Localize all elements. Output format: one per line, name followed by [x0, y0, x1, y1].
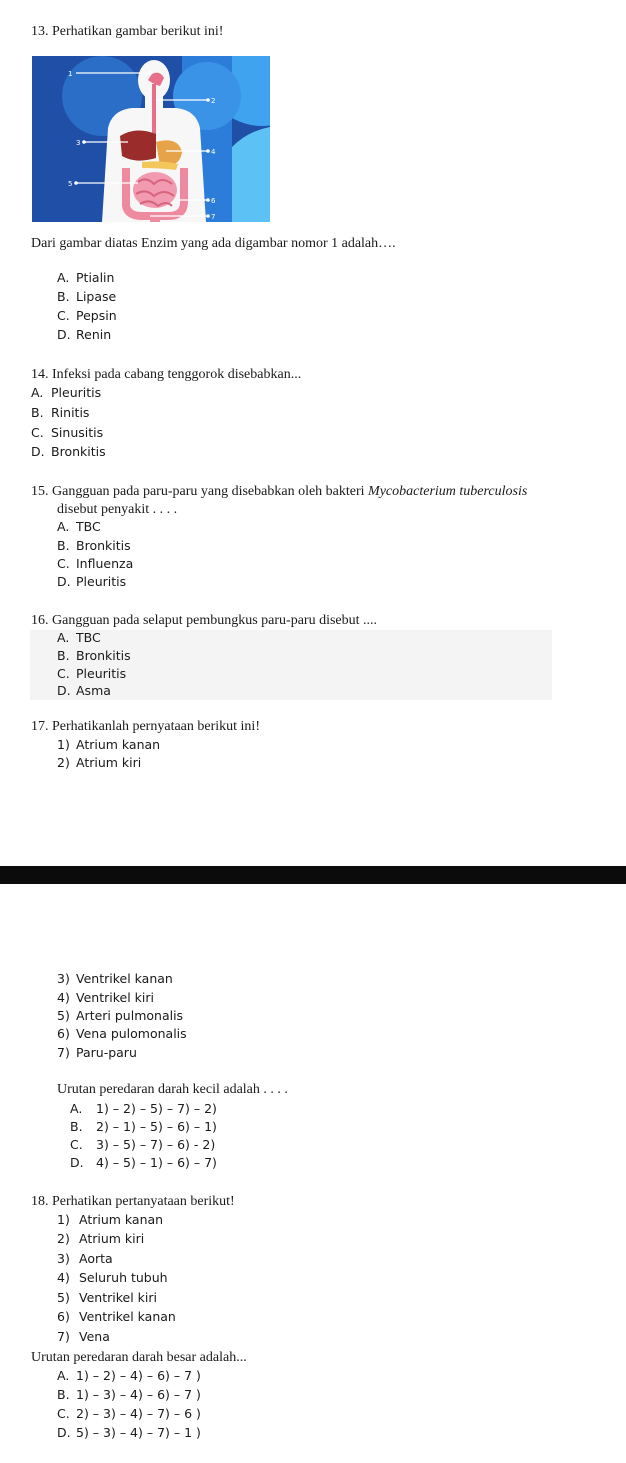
q16-option-b-letter: B. [57, 648, 70, 663]
figure-label-2: 2 [211, 97, 216, 105]
q18-item-7-num: 7) [57, 1329, 70, 1344]
q18-title: 18. Perhatikan pertanyataan berikut! [31, 1194, 235, 1209]
q17-option-b-letter: B. [70, 1119, 83, 1134]
q18-item-1-text: Atrium kanan [79, 1212, 164, 1227]
q17-item-6-num: 6) [57, 1026, 70, 1041]
q18-item-2-text: Atrium kiri [79, 1231, 145, 1246]
q17-option-b-text: 2) – 1) – 5) – 6) – 1) [96, 1119, 217, 1134]
q13-option-c-text: Pepsin [76, 308, 117, 323]
q17-option-a-text: 1) – 2) – 5) – 7) – 2) [96, 1101, 217, 1116]
q15-option-d-text: Pleuritis [76, 574, 127, 589]
q13-option-a-text: Ptialin [76, 270, 115, 285]
q18-option-b-text: 1) – 3) – 4) – 6) – 7 ) [76, 1387, 201, 1402]
q15-title [31, 485, 527, 499]
q15-option-b-letter: B. [57, 538, 70, 553]
q17-option-a-letter: A. [70, 1101, 83, 1116]
q17-item-4-text: Ventrikel kiri [76, 990, 154, 1005]
q18-item-3-num: 3) [57, 1251, 70, 1266]
q14-option-a-letter: A. [31, 385, 44, 400]
q15-option-c-letter: C. [57, 556, 70, 571]
q14-option-d-text: Bronkitis [51, 444, 106, 459]
q17-question: Urutan peredaran darah kecil adalah . . . . [57, 1082, 288, 1097]
q15-option-d-letter: D. [57, 574, 71, 589]
digestive-system-figure [32, 56, 270, 222]
q18-item-2-num: 2) [57, 1231, 70, 1246]
q17-option-c-text: 3) – 5) – 7) – 6) - 2) [96, 1137, 216, 1152]
q15-option-a-text: TBC [76, 519, 101, 534]
q17-item-3-text: Ventrikel kanan [76, 971, 173, 986]
q17-item-2-text: Atrium kiri [76, 755, 142, 770]
q14-option-c-text: Sinusitis [51, 425, 104, 440]
q18-option-d-letter: D. [57, 1425, 71, 1440]
q15-title-prefix: 15. Gangguan pada paru-paru yang disebabkan oleh bakteri [31, 484, 369, 499]
figure-label-3: 3 [76, 139, 81, 147]
q17-item-7-text: Paru-paru [76, 1045, 137, 1060]
q18-item-3-text: Aorta [79, 1251, 113, 1266]
q16-option-d-letter: D. [57, 683, 71, 698]
q17-item-3-num: 3) [57, 971, 70, 986]
q16-option-c-letter: C. [57, 666, 70, 681]
q13-option-d-letter: D. [57, 327, 71, 342]
q13-option-b-letter: B. [57, 289, 70, 304]
q14-option-b-letter: B. [31, 405, 44, 420]
q16-option-b-text: Bronkitis [76, 648, 131, 663]
q18-option-d-text: 5) – 3) – 4) – 7) – 1 ) [76, 1425, 201, 1440]
q18-item-4-num: 4) [57, 1270, 70, 1285]
q15-title-line2: disebut penyakit . . . . [57, 502, 178, 517]
figure-label-6: 6 [211, 197, 216, 205]
q16-option-a-letter: A. [57, 630, 70, 645]
q14-option-c-letter: C. [31, 425, 44, 440]
figure-label-5: 5 [68, 180, 73, 188]
q18-option-b-letter: B. [57, 1387, 70, 1402]
q18-item-5-num: 5) [57, 1290, 70, 1305]
q17-item-5-text: Arteri pulmonalis [76, 1008, 184, 1023]
q14-option-d-letter: D. [31, 444, 45, 459]
q17-item-4-num: 4) [57, 990, 70, 1005]
q17-item-5-num: 5) [57, 1008, 70, 1023]
q18-option-c-letter: C. [57, 1406, 70, 1421]
figure-label-1: 1 [68, 70, 73, 78]
q18-option-a-letter: A. [57, 1368, 70, 1383]
q16-title: 16. Gangguan pada selaput pembungkus paru-paru disebut .... [31, 613, 378, 628]
page-break-bar [0, 866, 626, 884]
q14-title: 14. Infeksi pada cabang tenggorok disebabkan... [31, 367, 302, 382]
q18-question: Urutan peredaran darah besar adalah... [31, 1350, 247, 1365]
q17-item-7-num: 7) [57, 1045, 70, 1060]
q17-option-d-letter: D. [70, 1155, 84, 1170]
q15-option-b-text: Bronkitis [76, 538, 131, 553]
q17-item-2-num: 2) [57, 755, 70, 770]
q18-item-1-num: 1) [57, 1212, 70, 1227]
q18-item-5-text: Ventrikel kiri [79, 1290, 157, 1305]
q14-option-b-text: Rinitis [51, 405, 90, 420]
q18-item-7-text: Vena [79, 1329, 110, 1344]
q17-item-1-text: Atrium kanan [76, 737, 161, 752]
q18-option-a-text: 1) – 2) – 4) – 6) – 7 ) [76, 1368, 201, 1383]
figure-label-7: 7 [211, 213, 216, 221]
q13-option-b-text: Lipase [76, 289, 117, 304]
q17-option-c-letter: C. [70, 1137, 83, 1152]
q18-item-6-num: 6) [57, 1309, 70, 1324]
q16-option-d-text: Asma [76, 683, 111, 698]
q18-option-c-text: 2) – 3) – 4) – 7) – 6 ) [76, 1406, 201, 1421]
q13-option-d-text: Renin [76, 327, 112, 342]
q16-option-c-text: Pleuritis [76, 666, 127, 681]
figure-label-4: 4 [211, 148, 216, 156]
q18-item-4-text: Seluruh tubuh [79, 1270, 168, 1285]
q17-item-1-num: 1) [57, 737, 70, 752]
q17-title: 17. Perhatikanlah pernyataan berikut ini! [31, 719, 260, 734]
q18-item-6-text: Ventrikel kanan [79, 1309, 176, 1324]
q15-option-a-letter: A. [57, 519, 70, 534]
q13-question: Dari gambar diatas Enzim yang ada digambar nomor 1 adalah…. [31, 236, 396, 251]
q15-title-italic: Mycobacterium tuberculosis [368, 484, 528, 499]
q14-option-a-text: Pleuritis [51, 385, 102, 400]
q13-option-c-letter: C. [57, 308, 70, 323]
q17-item-6-text: Vena pulomonalis [76, 1026, 187, 1041]
q16-option-a-text: TBC [76, 630, 101, 645]
q13-title: 13. Perhatikan gambar berikut ini! [31, 24, 224, 39]
q15-option-c-text: Influenza [76, 556, 134, 571]
q13-option-a-letter: A. [57, 270, 70, 285]
q17-option-d-text: 4) – 5) – 1) – 6) – 7) [96, 1155, 217, 1170]
